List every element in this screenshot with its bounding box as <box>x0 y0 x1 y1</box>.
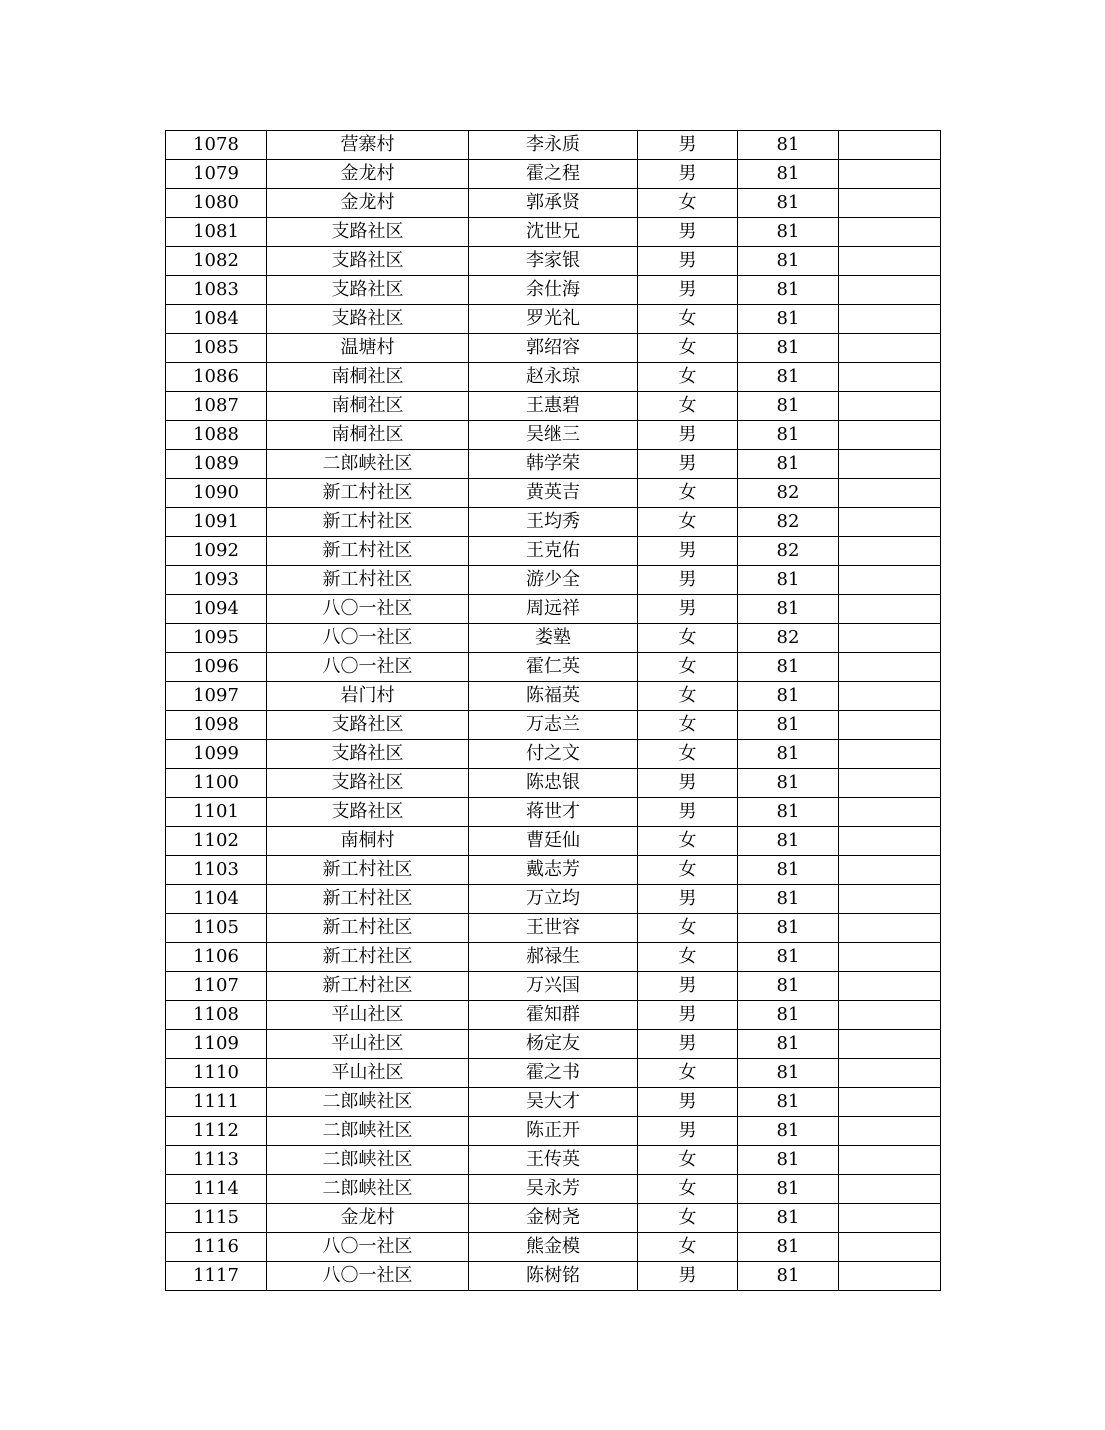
community-cell: 支路社区 <box>267 218 469 247</box>
gender-cell: 男 <box>638 1030 738 1059</box>
table-row <box>166 1146 941 1175</box>
name-cell: 沈世兄 <box>469 218 638 247</box>
table-row <box>166 595 941 624</box>
gender-cell: 女 <box>638 1204 738 1233</box>
community-cell: 新工村社区 <box>267 885 469 914</box>
community-cell: 八〇一社区 <box>267 653 469 682</box>
gender-cell: 女 <box>638 1233 738 1262</box>
age-cell: 81 <box>738 1059 839 1088</box>
note-cell <box>839 1233 941 1262</box>
row-number-cell: 1083 <box>166 276 267 305</box>
note-cell <box>839 1059 941 1088</box>
table-row <box>166 827 941 856</box>
note-cell <box>839 160 941 189</box>
community-cell: 平山社区 <box>267 1001 469 1030</box>
age-cell: 81 <box>738 827 839 856</box>
note-cell <box>839 798 941 827</box>
age-cell: 81 <box>738 189 839 218</box>
row-number-cell: 1097 <box>166 682 267 711</box>
age-cell: 81 <box>738 1204 839 1233</box>
age-cell: 81 <box>738 914 839 943</box>
community-cell: 温塘村 <box>267 334 469 363</box>
gender-cell: 女 <box>638 1146 738 1175</box>
note-cell <box>839 421 941 450</box>
row-number-cell: 1101 <box>166 798 267 827</box>
name-cell: 吴继三 <box>469 421 638 450</box>
age-cell: 81 <box>738 595 839 624</box>
age-cell: 81 <box>738 131 839 160</box>
gender-cell: 男 <box>638 885 738 914</box>
row-number-cell: 1106 <box>166 943 267 972</box>
row-number-cell: 1082 <box>166 247 267 276</box>
name-cell: 陈忠银 <box>469 769 638 798</box>
community-cell: 金龙村 <box>267 160 469 189</box>
row-number-cell: 1117 <box>166 1262 267 1291</box>
note-cell <box>839 218 941 247</box>
community-cell: 新工村社区 <box>267 943 469 972</box>
table-row <box>166 914 941 943</box>
gender-cell: 男 <box>638 1262 738 1291</box>
community-cell: 二郎峡社区 <box>267 1117 469 1146</box>
row-number-cell: 1108 <box>166 1001 267 1030</box>
age-cell: 81 <box>738 769 839 798</box>
community-cell: 金龙村 <box>267 1204 469 1233</box>
note-cell <box>839 856 941 885</box>
name-cell: 金树尧 <box>469 1204 638 1233</box>
note-cell <box>839 131 941 160</box>
age-cell: 81 <box>738 682 839 711</box>
table-row <box>166 421 941 450</box>
age-cell: 81 <box>738 392 839 421</box>
age-cell: 81 <box>738 218 839 247</box>
age-cell: 81 <box>738 1262 839 1291</box>
note-cell <box>839 1117 941 1146</box>
name-cell: 付之文 <box>469 740 638 769</box>
row-number-cell: 1103 <box>166 856 267 885</box>
note-cell <box>839 1088 941 1117</box>
age-cell: 81 <box>738 1233 839 1262</box>
name-cell: 戴志芳 <box>469 856 638 885</box>
community-cell: 南桐社区 <box>267 421 469 450</box>
table-row <box>166 682 941 711</box>
gender-cell: 女 <box>638 334 738 363</box>
row-number-cell: 1100 <box>166 769 267 798</box>
gender-cell: 男 <box>638 595 738 624</box>
table-row <box>166 769 941 798</box>
table-row <box>166 305 941 334</box>
community-cell: 平山社区 <box>267 1059 469 1088</box>
note-cell <box>839 392 941 421</box>
row-number-cell: 1091 <box>166 508 267 537</box>
community-cell: 南桐村 <box>267 827 469 856</box>
name-cell: 陈福英 <box>469 682 638 711</box>
name-cell: 陈树铭 <box>469 1262 638 1291</box>
age-cell: 81 <box>738 943 839 972</box>
age-cell: 81 <box>738 972 839 1001</box>
age-cell: 81 <box>738 305 839 334</box>
note-cell <box>839 363 941 392</box>
community-cell: 二郎峡社区 <box>267 1146 469 1175</box>
gender-cell: 女 <box>638 1175 738 1204</box>
community-cell: 新工村社区 <box>267 914 469 943</box>
note-cell <box>839 1175 941 1204</box>
row-number-cell: 1113 <box>166 1146 267 1175</box>
table-row <box>166 218 941 247</box>
row-number-cell: 1099 <box>166 740 267 769</box>
name-cell: 周远祥 <box>469 595 638 624</box>
age-cell: 81 <box>738 711 839 740</box>
name-cell: 韩学荣 <box>469 450 638 479</box>
note-cell <box>839 276 941 305</box>
gender-cell: 女 <box>638 653 738 682</box>
name-cell: 王传英 <box>469 1146 638 1175</box>
age-cell: 81 <box>738 450 839 479</box>
age-cell: 81 <box>738 363 839 392</box>
age-cell: 81 <box>738 1030 839 1059</box>
community-cell: 营寨村 <box>267 131 469 160</box>
table-row <box>166 1030 941 1059</box>
gender-cell: 女 <box>638 943 738 972</box>
name-cell: 郭承贤 <box>469 189 638 218</box>
age-cell: 81 <box>738 798 839 827</box>
roster-table-body <box>166 131 941 1291</box>
table-row <box>166 1088 941 1117</box>
note-cell <box>839 479 941 508</box>
table-row <box>166 1175 941 1204</box>
table-row <box>166 479 941 508</box>
community-cell: 新工村社区 <box>267 856 469 885</box>
age-cell: 81 <box>738 885 839 914</box>
row-number-cell: 1092 <box>166 537 267 566</box>
table-row <box>166 566 941 595</box>
age-cell: 81 <box>738 740 839 769</box>
note-cell <box>839 769 941 798</box>
name-cell: 郝禄生 <box>469 943 638 972</box>
table-row <box>166 711 941 740</box>
community-cell: 支路社区 <box>267 247 469 276</box>
row-number-cell: 1095 <box>166 624 267 653</box>
note-cell <box>839 1146 941 1175</box>
name-cell: 王均秀 <box>469 508 638 537</box>
note-cell <box>839 1030 941 1059</box>
note-cell <box>839 653 941 682</box>
note-cell <box>839 537 941 566</box>
row-number-cell: 1094 <box>166 595 267 624</box>
name-cell: 王克佑 <box>469 537 638 566</box>
community-cell: 南桐社区 <box>267 363 469 392</box>
row-number-cell: 1087 <box>166 392 267 421</box>
table-row <box>166 1262 941 1291</box>
row-number-cell: 1114 <box>166 1175 267 1204</box>
table-row <box>166 450 941 479</box>
age-cell: 81 <box>738 1146 839 1175</box>
table-row <box>166 856 941 885</box>
note-cell <box>839 305 941 334</box>
age-cell: 81 <box>738 653 839 682</box>
name-cell: 娄塾 <box>469 624 638 653</box>
table-row <box>166 798 941 827</box>
name-cell: 蒋世才 <box>469 798 638 827</box>
table-row <box>166 508 941 537</box>
row-number-cell: 1096 <box>166 653 267 682</box>
table-row <box>166 276 941 305</box>
name-cell: 吴永芳 <box>469 1175 638 1204</box>
community-cell: 八〇一社区 <box>267 624 469 653</box>
name-cell: 万立均 <box>469 885 638 914</box>
gender-cell: 女 <box>638 479 738 508</box>
age-cell: 81 <box>738 856 839 885</box>
community-cell: 支路社区 <box>267 798 469 827</box>
gender-cell: 男 <box>638 798 738 827</box>
gender-cell: 女 <box>638 392 738 421</box>
name-cell: 王惠碧 <box>469 392 638 421</box>
gender-cell: 男 <box>638 421 738 450</box>
name-cell: 余仕海 <box>469 276 638 305</box>
name-cell: 赵永琼 <box>469 363 638 392</box>
name-cell: 罗光礼 <box>469 305 638 334</box>
table-row <box>166 392 941 421</box>
community-cell: 支路社区 <box>267 711 469 740</box>
table-row <box>166 160 941 189</box>
community-cell: 支路社区 <box>267 740 469 769</box>
row-number-cell: 1078 <box>166 131 267 160</box>
note-cell <box>839 624 941 653</box>
table-row <box>166 247 941 276</box>
note-cell <box>839 885 941 914</box>
name-cell: 曹廷仙 <box>469 827 638 856</box>
gender-cell: 男 <box>638 769 738 798</box>
note-cell <box>839 508 941 537</box>
name-cell: 霍之程 <box>469 160 638 189</box>
row-number-cell: 1079 <box>166 160 267 189</box>
age-cell: 81 <box>738 160 839 189</box>
gender-cell: 男 <box>638 566 738 595</box>
age-cell: 81 <box>738 276 839 305</box>
row-number-cell: 1089 <box>166 450 267 479</box>
age-cell: 81 <box>738 1088 839 1117</box>
name-cell: 万兴国 <box>469 972 638 1001</box>
table-row <box>166 1233 941 1262</box>
table-row <box>166 943 941 972</box>
note-cell <box>839 247 941 276</box>
table-row <box>166 537 941 566</box>
age-cell: 82 <box>738 508 839 537</box>
note-cell <box>839 682 941 711</box>
name-cell: 吴大才 <box>469 1088 638 1117</box>
note-cell <box>839 943 941 972</box>
row-number-cell: 1110 <box>166 1059 267 1088</box>
row-number-cell: 1109 <box>166 1030 267 1059</box>
community-cell: 二郎峡社区 <box>267 450 469 479</box>
community-cell: 八〇一社区 <box>267 1262 469 1291</box>
community-cell: 二郎峡社区 <box>267 1175 469 1204</box>
name-cell: 霍知群 <box>469 1001 638 1030</box>
name-cell: 霍仁英 <box>469 653 638 682</box>
row-number-cell: 1090 <box>166 479 267 508</box>
table-row <box>166 334 941 363</box>
table-row <box>166 363 941 392</box>
row-number-cell: 1088 <box>166 421 267 450</box>
gender-cell: 男 <box>638 160 738 189</box>
name-cell: 杨定友 <box>469 1030 638 1059</box>
table-row <box>166 1204 941 1233</box>
name-cell: 黄英吉 <box>469 479 638 508</box>
row-number-cell: 1086 <box>166 363 267 392</box>
row-number-cell: 1115 <box>166 1204 267 1233</box>
note-cell <box>839 1262 941 1291</box>
community-cell: 新工村社区 <box>267 537 469 566</box>
age-cell: 81 <box>738 1175 839 1204</box>
note-cell <box>839 189 941 218</box>
gender-cell: 女 <box>638 363 738 392</box>
roster-table <box>165 130 941 1291</box>
community-cell: 岩门村 <box>267 682 469 711</box>
note-cell <box>839 711 941 740</box>
row-number-cell: 1116 <box>166 1233 267 1262</box>
gender-cell: 男 <box>638 131 738 160</box>
row-number-cell: 1080 <box>166 189 267 218</box>
table-row <box>166 1059 941 1088</box>
row-number-cell: 1102 <box>166 827 267 856</box>
gender-cell: 男 <box>638 1088 738 1117</box>
age-cell: 82 <box>738 624 839 653</box>
note-cell <box>839 740 941 769</box>
gender-cell: 女 <box>638 508 738 537</box>
note-cell <box>839 566 941 595</box>
age-cell: 81 <box>738 1001 839 1030</box>
community-cell: 支路社区 <box>267 305 469 334</box>
gender-cell: 女 <box>638 682 738 711</box>
gender-cell: 女 <box>638 305 738 334</box>
note-cell <box>839 595 941 624</box>
note-cell <box>839 914 941 943</box>
community-cell: 平山社区 <box>267 1030 469 1059</box>
note-cell <box>839 1001 941 1030</box>
community-cell: 新工村社区 <box>267 566 469 595</box>
gender-cell: 女 <box>638 711 738 740</box>
community-cell: 八〇一社区 <box>267 1233 469 1262</box>
community-cell: 南桐社区 <box>267 392 469 421</box>
name-cell: 游少全 <box>469 566 638 595</box>
name-cell: 陈正开 <box>469 1117 638 1146</box>
gender-cell: 女 <box>638 914 738 943</box>
gender-cell: 男 <box>638 1001 738 1030</box>
name-cell: 熊金模 <box>469 1233 638 1262</box>
community-cell: 新工村社区 <box>267 972 469 1001</box>
row-number-cell: 1081 <box>166 218 267 247</box>
gender-cell: 男 <box>638 537 738 566</box>
table-row <box>166 189 941 218</box>
gender-cell: 女 <box>638 1059 738 1088</box>
age-cell: 81 <box>738 566 839 595</box>
gender-cell: 女 <box>638 740 738 769</box>
gender-cell: 女 <box>638 189 738 218</box>
table-row <box>166 885 941 914</box>
gender-cell: 男 <box>638 450 738 479</box>
name-cell: 万志兰 <box>469 711 638 740</box>
table-row <box>166 972 941 1001</box>
gender-cell: 男 <box>638 276 738 305</box>
community-cell: 二郎峡社区 <box>267 1088 469 1117</box>
community-cell: 支路社区 <box>267 276 469 305</box>
table-row <box>166 653 941 682</box>
name-cell: 王世容 <box>469 914 638 943</box>
gender-cell: 男 <box>638 247 738 276</box>
gender-cell: 男 <box>638 972 738 1001</box>
note-cell <box>839 334 941 363</box>
gender-cell: 女 <box>638 856 738 885</box>
age-cell: 81 <box>738 247 839 276</box>
name-cell: 李永质 <box>469 131 638 160</box>
table-row <box>166 1001 941 1030</box>
community-cell: 金龙村 <box>267 189 469 218</box>
row-number-cell: 1085 <box>166 334 267 363</box>
row-number-cell: 1104 <box>166 885 267 914</box>
community-cell: 新工村社区 <box>267 479 469 508</box>
note-cell <box>839 827 941 856</box>
table-row <box>166 131 941 160</box>
row-number-cell: 1111 <box>166 1088 267 1117</box>
gender-cell: 男 <box>638 218 738 247</box>
row-number-cell: 1098 <box>166 711 267 740</box>
note-cell <box>839 1204 941 1233</box>
gender-cell: 男 <box>638 1117 738 1146</box>
note-cell <box>839 972 941 1001</box>
row-number-cell: 1105 <box>166 914 267 943</box>
age-cell: 81 <box>738 1117 839 1146</box>
name-cell: 霍之书 <box>469 1059 638 1088</box>
table-row <box>166 1117 941 1146</box>
note-cell <box>839 450 941 479</box>
row-number-cell: 1084 <box>166 305 267 334</box>
community-cell: 支路社区 <box>267 769 469 798</box>
name-cell: 李家银 <box>469 247 638 276</box>
community-cell: 八〇一社区 <box>267 595 469 624</box>
age-cell: 82 <box>738 479 839 508</box>
table-row <box>166 624 941 653</box>
table-row <box>166 740 941 769</box>
gender-cell: 女 <box>638 624 738 653</box>
row-number-cell: 1112 <box>166 1117 267 1146</box>
age-cell: 82 <box>738 537 839 566</box>
row-number-cell: 1107 <box>166 972 267 1001</box>
community-cell: 新工村社区 <box>267 508 469 537</box>
age-cell: 81 <box>738 421 839 450</box>
gender-cell: 女 <box>638 827 738 856</box>
row-number-cell: 1093 <box>166 566 267 595</box>
name-cell: 郭绍容 <box>469 334 638 363</box>
age-cell: 81 <box>738 334 839 363</box>
